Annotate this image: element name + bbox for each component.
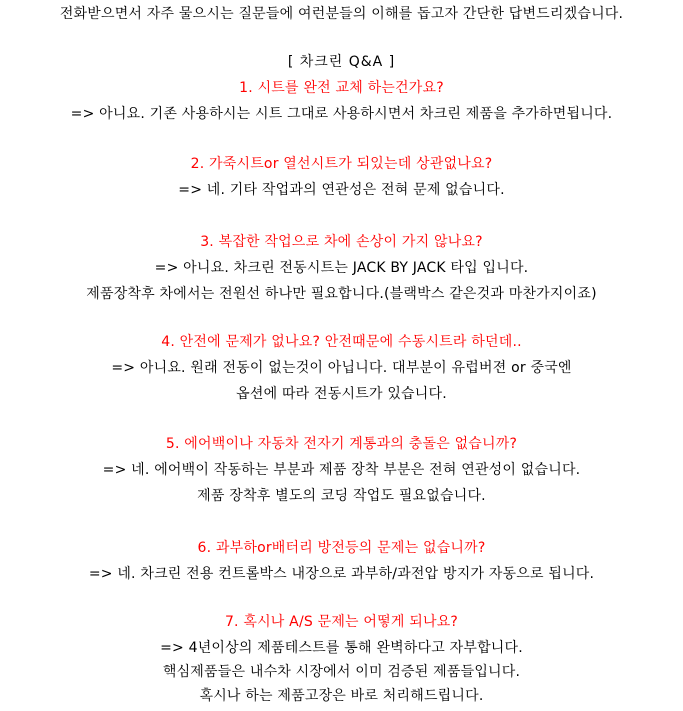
- answer-4-line-1: => 아니요. 원래 전동이 없는것이 아닙니다. 대부분이 유럽버젼 or 중국엔: [111, 360, 572, 376]
- answer-6-line-1: => 네. 차크린 전용 컨트롤박스 내장으로 과부하/과전압 방지가 자동으로 됩니다.: [88, 566, 595, 582]
- question-3: 3. 복잡한 작업으로 차에 손상이 가지 않나요?: [200, 234, 483, 250]
- answer-3-line-2: 제품장착후 차에서는 전원선 하나만 필요합니다.(블랙박스 같은것과 마찬가지이죠): [86, 286, 597, 302]
- answer-5-line-2: 제품 장착후 별도의 코딩 작업도 필요없습니다.: [197, 488, 486, 504]
- question-4: 4. 안전에 문제가 없나요? 안전때문에 수동시트라 하던데..: [161, 334, 522, 350]
- question-1: 1. 시트를 완전 교체 하는건가요?: [239, 80, 444, 96]
- answer-3-line-1: => 아니요. 차크린 전동시트는 JACK BY JACK 타입 입니다.: [154, 260, 529, 276]
- intro-text: 전화받으면서 자주 물으시는 질문들에 여런분들의 이해를 돕고자 간단한 답변드리겠습니다.: [59, 6, 624, 22]
- answer-7-line-2: 핵심제품들은 내수차 시장에서 이미 검증된 제품들입니다.: [162, 664, 521, 680]
- question-6: 6. 과부하or배터리 방전등의 문제는 없습니까?: [197, 540, 486, 556]
- answer-7-line-3: 혹시나 하는 제품고장은 바로 처리해드립니다.: [199, 688, 484, 704]
- question-7: 7. 혹시나 A/S 문제는 어떻게 되나요?: [224, 614, 459, 630]
- answer-5-line-1: => 네. 에어백이 작동하는 부분과 제품 장착 부분은 전혀 연관성이 없습니다.: [102, 462, 581, 478]
- answer-2-line-1: => 네. 기타 작업과의 연관성은 전혀 문제 없습니다.: [178, 182, 505, 198]
- question-2: 2. 가죽시트or 열선시트가 되있는데 상관없나요?: [190, 156, 493, 172]
- answer-1-line-1: => 아니요. 기존 사용하시는 시트 그대로 사용하시면서 차크린 제품을 추가하면됩니다.: [70, 106, 613, 122]
- question-5: 5. 에어백이나 자동차 전자기 계통과의 충돌은 없습니까?: [165, 436, 518, 452]
- answer-7-line-1: => 4년이상의 제품테스트를 통해 완벽하다고 자부합니다.: [160, 640, 523, 656]
- answer-4-line-2: 옵션에 따라 전동시트가 있습니다.: [236, 386, 447, 402]
- qa-heading: [ 차크린 Q&A ]: [287, 54, 396, 70]
